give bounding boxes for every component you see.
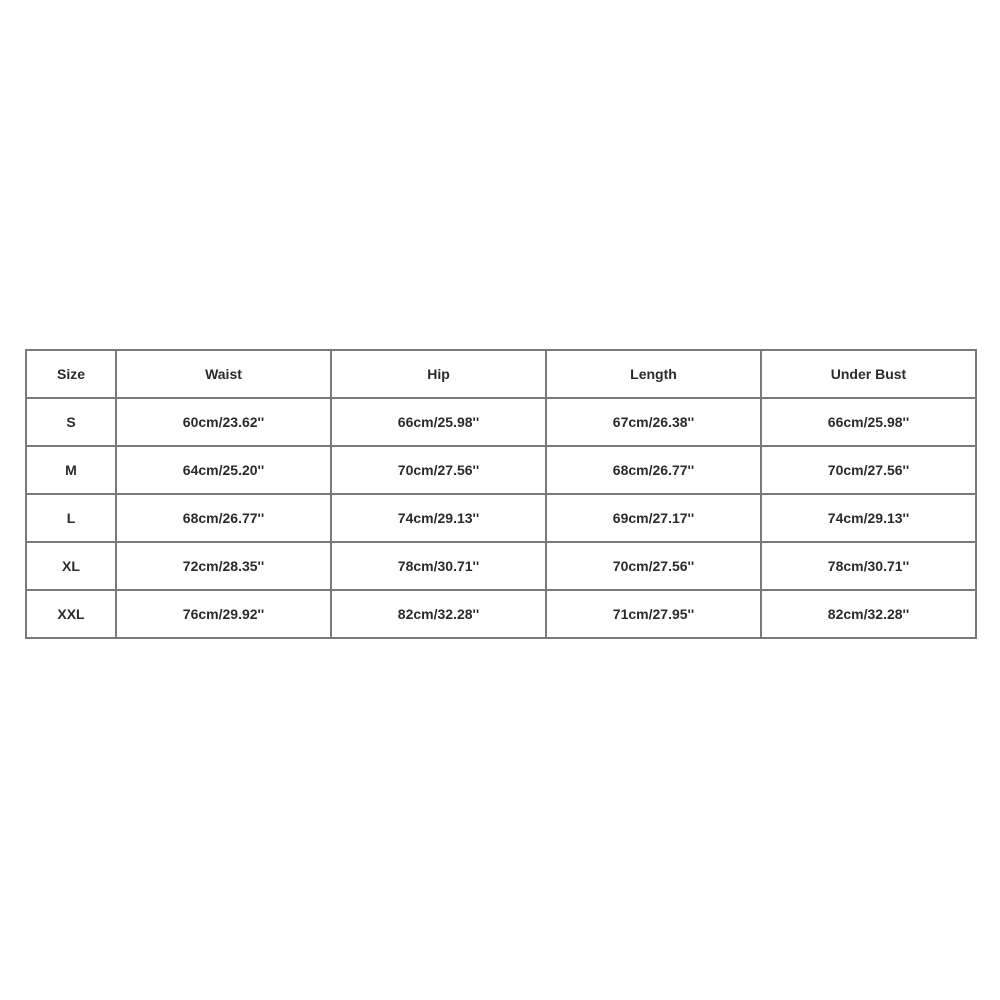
table-row <box>26 542 976 590</box>
cell-waist: 72cm/28.35'' <box>116 542 331 590</box>
header-size: Size <box>26 350 116 398</box>
cell-waist: 76cm/29.92'' <box>116 590 331 638</box>
cell-size: XL <box>26 542 116 590</box>
cell-hip: 78cm/30.71'' <box>331 542 546 590</box>
table-row <box>26 590 976 638</box>
cell-under-bust: 74cm/29.13'' <box>761 494 976 542</box>
table-row <box>26 398 976 446</box>
cell-under-bust: 66cm/25.98'' <box>761 398 976 446</box>
cell-size: S <box>26 398 116 446</box>
cell-length: 68cm/26.77'' <box>546 446 761 494</box>
cell-size: L <box>26 494 116 542</box>
cell-under-bust: 78cm/30.71'' <box>761 542 976 590</box>
cell-length: 69cm/27.17'' <box>546 494 761 542</box>
cell-hip: 66cm/25.98'' <box>331 398 546 446</box>
cell-length: 70cm/27.56'' <box>546 542 761 590</box>
cell-hip: 82cm/32.28'' <box>331 590 546 638</box>
cell-hip: 74cm/29.13'' <box>331 494 546 542</box>
size-chart-table <box>25 349 977 639</box>
header-under-bust: Under Bust <box>761 350 976 398</box>
cell-under-bust: 82cm/32.28'' <box>761 590 976 638</box>
cell-length: 71cm/27.95'' <box>546 590 761 638</box>
header-length: Length <box>546 350 761 398</box>
header-hip: Hip <box>331 350 546 398</box>
cell-waist: 60cm/23.62'' <box>116 398 331 446</box>
cell-under-bust: 70cm/27.56'' <box>761 446 976 494</box>
cell-waist: 64cm/25.20'' <box>116 446 331 494</box>
table-row <box>26 446 976 494</box>
cell-size: XXL <box>26 590 116 638</box>
header-waist: Waist <box>116 350 331 398</box>
cell-length: 67cm/26.38'' <box>546 398 761 446</box>
cell-waist: 68cm/26.77'' <box>116 494 331 542</box>
table-header-row <box>26 350 976 398</box>
table-row <box>26 494 976 542</box>
cell-hip: 70cm/27.56'' <box>331 446 546 494</box>
cell-size: M <box>26 446 116 494</box>
